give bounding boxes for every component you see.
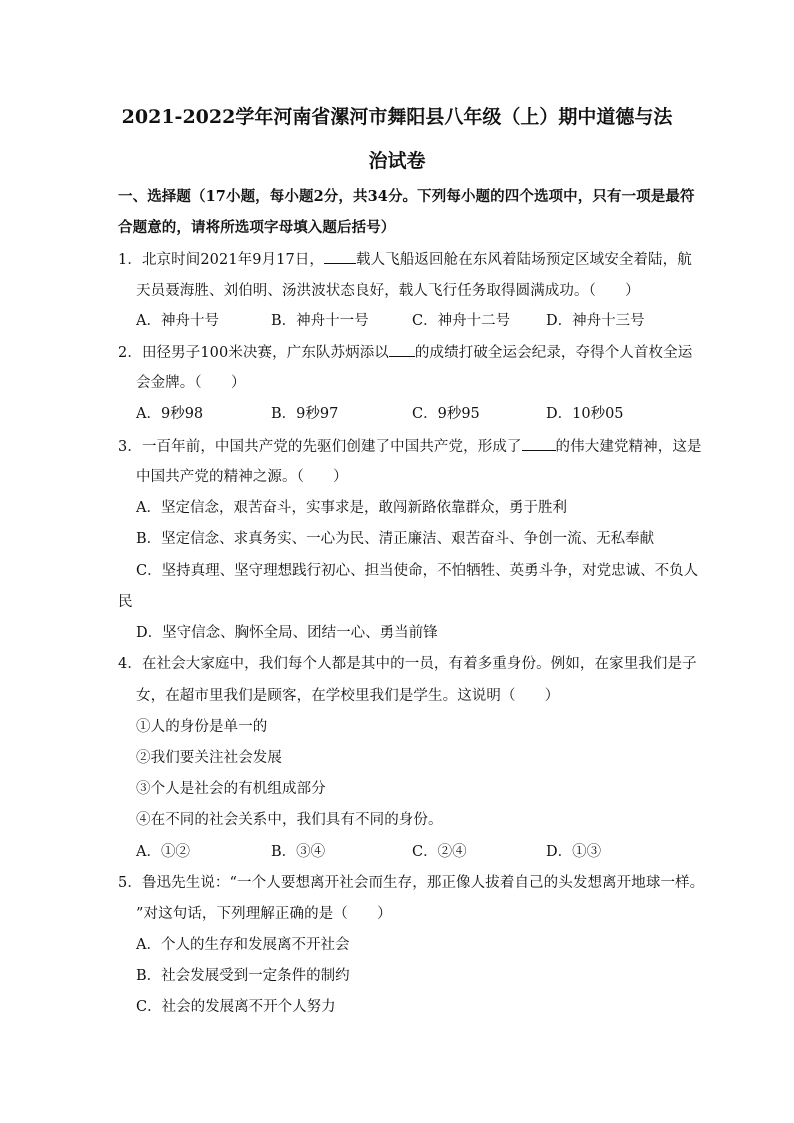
exam-title-line-2: 治试卷: [368, 150, 426, 172]
section-heading-line-2: 合题意的，请将所选项字母填入题后括号）: [118, 219, 396, 236]
question-5-line-1: [118, 873, 704, 893]
question-number: 1．: [118, 252, 142, 268]
question-2-option-a[interactable]: A．9秒98: [136, 406, 204, 422]
fill-blank: [389, 342, 415, 357]
question-5-option-b[interactable]: B．社会发展受到一定条件的制约: [136, 968, 350, 984]
question-2-option-b[interactable]: B．9秒97: [271, 406, 339, 422]
question-1-option-d[interactable]: D．神舟十三号: [546, 313, 645, 329]
question-2-line-2: 会金牌。（ ）: [136, 375, 246, 391]
exam-title-line-1: 2021-2022学年河南省漯河市舞阳县八年级（上）期中道德与法: [121, 106, 673, 128]
question-number: 3．: [118, 439, 142, 455]
question-3-option-a[interactable]: A．坚定信念，艰苦奋斗，实事求是，敢闯新路依靠群众，勇于胜利: [136, 500, 567, 516]
question-4-option-d[interactable]: D．①③: [546, 844, 602, 860]
question-1-option-b[interactable]: B．神舟十一号: [271, 313, 369, 329]
question-5-option-c[interactable]: C．社会的发展离不开个人努力: [136, 999, 336, 1015]
question-2-option-d[interactable]: D．10秒05: [546, 406, 624, 422]
question-text: 一百年前，中国共产党的先驱们创建了中国共产党，形成了: [141, 439, 522, 455]
question-text: 北京时间2021年9月17日，: [141, 252, 325, 268]
question-5-option-a[interactable]: A．个人的生存和发展离不开社会: [136, 937, 350, 953]
question-3-option-b[interactable]: B．坚定信念、求真务实、一心为民、清正廉洁、艰苦奋斗、争创一流、无私奉献: [136, 531, 655, 547]
question-3-option-c[interactable]: C．坚持真理、坚守理想践行初心、担当使命，不怕牺牲、英勇斗争，对党忠诚、不负人: [136, 563, 699, 579]
question-2-option-c[interactable]: C．9秒95: [412, 406, 480, 422]
question-number: 2．: [118, 345, 142, 361]
question-text: 在社会大家庭中，我们每个人都是其中的一员，有着多重身份。例如，在家里我们是子: [141, 656, 697, 672]
question-4-option-a[interactable]: A．①②: [136, 844, 190, 860]
question-4-option-b[interactable]: B．③④: [271, 844, 326, 860]
question-3-line-1: [118, 436, 702, 457]
fill-blank: [522, 436, 556, 451]
question-text: 的成绩打破全运会纪录，夺得个人首枚全运: [414, 345, 693, 361]
question-number: 5．: [118, 875, 142, 891]
question-4-line-2: 女，在超市里我们是顾客，在学校里我们是学生。这说明（ ）: [136, 688, 560, 704]
question-1-option-a[interactable]: A．神舟十号: [136, 313, 219, 329]
question-1-option-c[interactable]: C．神舟十二号: [412, 313, 511, 329]
question-text: 鲁迅先生说：“一个人要想离开社会而生存，那正像人拔着自己的头发想离开地球一样。: [141, 875, 705, 891]
question-4-statement-1: ①人的身份是单一的: [136, 719, 268, 735]
question-text: 载人飞船返回舱在东风着陆场预定区域安全着陆，航: [356, 252, 692, 268]
question-4-statement-4: ④在不同的社会关系中，我们具有不同的身份。: [136, 812, 443, 828]
question-4-option-c[interactable]: C．②④: [412, 844, 467, 860]
question-1-line-1: [118, 249, 692, 270]
question-3-line-2: 中国共产党的精神之源。（ ）: [136, 469, 348, 485]
question-5-line-2: ”对这句话，下列理解正确的是（ ）: [136, 906, 392, 922]
fill-blank: [324, 249, 356, 264]
question-4-line-1: [118, 654, 697, 674]
question-1-line-2: 天员聂海胜、刘伯明、汤洪波状态良好，载人飞行任务取得圆满成功。（ ）: [136, 283, 640, 299]
question-3-option-d[interactable]: D．坚守信念、胸怀全局、团结一心、勇当前锋: [136, 625, 438, 641]
question-3-option-c-continued: 民: [118, 594, 133, 610]
question-number: 4．: [118, 656, 142, 672]
section-heading-line-1: 一、选择题（17小题，每小题2分，共34分。下列每小题的四个选项中，只有一项是最符: [118, 188, 695, 205]
question-2-line-1: [118, 342, 692, 363]
question-text: 的伟大建党精神，这是: [555, 439, 702, 455]
question-4-statement-2: ②我们要关注社会发展: [136, 750, 282, 766]
question-text: 田径男子100米决赛，广东队苏炳添以: [141, 345, 389, 361]
question-4-statement-3: ③个人是社会的有机组成部分: [136, 781, 326, 797]
